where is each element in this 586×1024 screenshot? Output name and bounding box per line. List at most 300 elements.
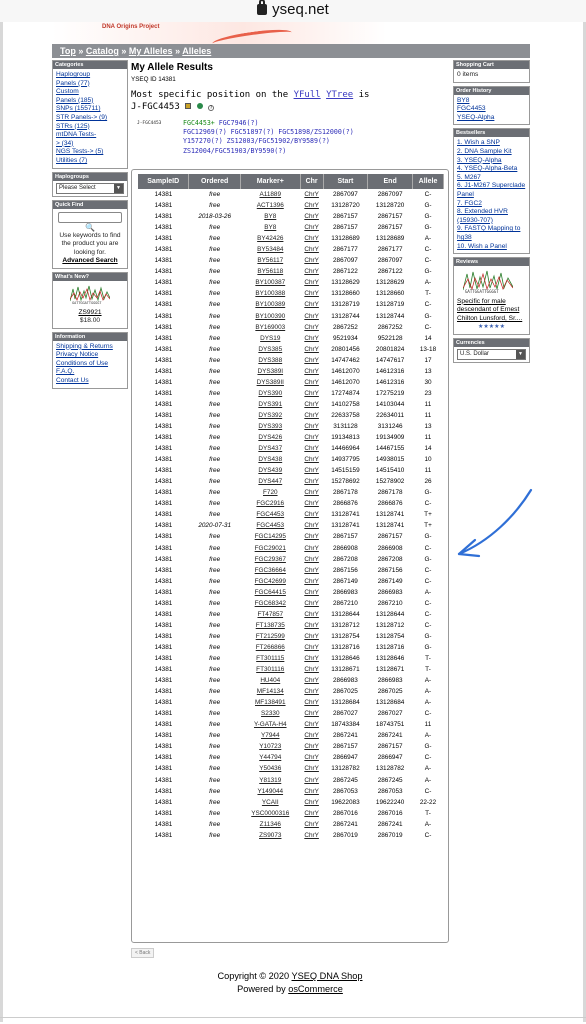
table-row bbox=[138, 664, 444, 675]
information-link[interactable]: Privacy Notice bbox=[56, 351, 99, 359]
marker-link[interactable]: YCAII bbox=[261, 798, 279, 806]
chr-link[interactable]: ChrY bbox=[304, 268, 319, 276]
marker-link[interactable]: Y7944 bbox=[261, 732, 280, 740]
marker-link[interactable]: BY100388 bbox=[255, 290, 286, 298]
chr-link[interactable]: ChrY bbox=[304, 522, 319, 530]
marker-link[interactable]: FGC64415 bbox=[254, 588, 286, 596]
table-row bbox=[138, 189, 444, 200]
ordered-cell: free bbox=[209, 235, 221, 243]
bestseller-link[interactable]: 8. Extended HVR (15930-707) bbox=[457, 208, 508, 224]
quickfind-input[interactable] bbox=[58, 212, 122, 223]
table-row bbox=[138, 763, 444, 774]
category-link[interactable]: mtDNA Tests- bbox=[56, 131, 97, 139]
haplogroups-box bbox=[52, 172, 128, 197]
chr-link[interactable]: ChrY bbox=[304, 445, 319, 453]
haplogroup-select[interactable] bbox=[56, 183, 124, 194]
start-cell: 13128689 bbox=[331, 235, 360, 243]
marker-link[interactable]: FGC29021 bbox=[254, 544, 286, 552]
marker-link[interactable]: FGC36664 bbox=[254, 566, 286, 574]
category-link[interactable]: > (34) bbox=[56, 139, 74, 147]
bestseller-link[interactable]: 7. FGC2 bbox=[457, 199, 482, 207]
allele-cell: C- bbox=[424, 754, 432, 762]
marker-link[interactable]: BY100390 bbox=[255, 312, 286, 320]
chr-link[interactable]: ChrY bbox=[304, 599, 319, 607]
marker-link[interactable]: Z11346 bbox=[259, 820, 281, 828]
ordered-cell: free bbox=[209, 456, 221, 464]
ytree-link[interactable]: YTree bbox=[326, 90, 354, 100]
marker-link[interactable]: BY100389 bbox=[255, 301, 286, 309]
bestseller-link[interactable]: 3. YSEQ-Alpha bbox=[457, 156, 502, 164]
search-icon[interactable]: 🔍 bbox=[85, 222, 95, 232]
help-icon[interactable]: ? bbox=[209, 105, 213, 110]
chr-link[interactable]: ChrY bbox=[304, 765, 319, 773]
column-header[interactable]: Ordered bbox=[189, 174, 240, 189]
order-history-title: Order History bbox=[454, 87, 529, 95]
marker-link[interactable]: FGC14295 bbox=[254, 533, 286, 541]
table-row bbox=[138, 609, 444, 620]
table-row bbox=[138, 531, 444, 542]
category-link[interactable]: Utilities (7) bbox=[56, 156, 88, 164]
marker-link[interactable]: FT301116 bbox=[256, 666, 285, 674]
end-cell: 2867177 bbox=[377, 246, 403, 254]
information-link[interactable]: Shipping & Returns bbox=[56, 342, 113, 350]
chr-link[interactable]: ChrY bbox=[304, 754, 319, 762]
marker-link[interactable]: FGC68342 bbox=[254, 599, 286, 607]
start-cell: 13128660 bbox=[331, 290, 360, 298]
marker-link[interactable]: MF14134 bbox=[256, 688, 284, 696]
chr-link[interactable]: ChrY bbox=[304, 787, 319, 795]
marker-link[interactable]: YSC0000316 bbox=[251, 809, 290, 817]
snp-line3: Y157270(?) ZS12003/FGC51902/BY9589(?) bbox=[183, 137, 330, 146]
chr-link[interactable]: ChrY bbox=[304, 809, 319, 817]
sample-id-cell: 14381 bbox=[154, 787, 173, 795]
end-cell: 13128744 bbox=[375, 312, 405, 320]
breadcrumb-alleles[interactable]: Alleles bbox=[182, 46, 212, 56]
marker-link[interactable]: DYS385 bbox=[258, 345, 283, 353]
bottom-divider bbox=[0, 1017, 586, 1018]
ordered-cell: 2020-07-31 bbox=[198, 522, 232, 530]
marker-link[interactable]: DYS426 bbox=[258, 434, 283, 442]
bestseller-link[interactable]: 6. J1-M267 Superclade Panel bbox=[457, 182, 526, 198]
marker-link[interactable]: FGC29367 bbox=[254, 555, 286, 563]
ordered-cell: free bbox=[209, 710, 221, 718]
chr-link[interactable]: ChrY bbox=[304, 621, 319, 629]
order-history-link[interactable]: BY8 bbox=[457, 96, 470, 104]
column-header[interactable]: Allele bbox=[413, 174, 444, 189]
column-header[interactable]: Marker+ bbox=[240, 174, 300, 189]
table-row bbox=[138, 244, 444, 255]
order-history-link[interactable]: YSEQ-Alpha bbox=[457, 113, 495, 121]
marker-link[interactable]: DYS389II bbox=[256, 378, 284, 386]
marker-link[interactable]: DYS390 bbox=[258, 389, 283, 397]
table-row bbox=[138, 509, 444, 520]
table-row bbox=[138, 730, 444, 741]
bestseller-link[interactable]: 2. DNA Sample Kit bbox=[457, 147, 512, 155]
chr-link[interactable]: ChrY bbox=[304, 776, 319, 784]
start-cell: 19622083 bbox=[331, 798, 360, 806]
ordered-cell: free bbox=[209, 721, 221, 729]
ordered-cell: free bbox=[209, 798, 221, 806]
chr-link[interactable]: ChrY bbox=[304, 798, 319, 806]
table-row bbox=[138, 443, 444, 454]
sample-id-cell: 14381 bbox=[154, 643, 173, 651]
start-cell: 17274874 bbox=[331, 389, 360, 397]
chr-link[interactable]: ChrY bbox=[304, 456, 319, 464]
oscommerce-link[interactable]: osCommerce bbox=[288, 984, 343, 994]
chr-link[interactable]: ChrY bbox=[304, 588, 319, 596]
chr-link[interactable]: ChrY bbox=[304, 699, 319, 707]
sample-id-cell: 14381 bbox=[154, 434, 173, 442]
whatsnew-product[interactable]: ZS9921 bbox=[78, 308, 102, 316]
chr-link[interactable]: ChrY bbox=[304, 246, 319, 254]
category-link[interactable]: Custom bbox=[56, 88, 79, 96]
end-cell: 13128716 bbox=[375, 643, 405, 651]
marker-link[interactable]: FGC42699 bbox=[254, 577, 286, 585]
table-row bbox=[138, 487, 444, 498]
chr-link[interactable]: ChrY bbox=[304, 710, 319, 718]
ordered-cell: free bbox=[209, 500, 221, 508]
allele-cell: 13-18 bbox=[419, 345, 437, 353]
ordered-cell: free bbox=[209, 334, 221, 342]
marker-link[interactable]: Y10723 bbox=[259, 743, 282, 751]
main-content bbox=[131, 62, 451, 156]
category-link[interactable]: Panels (77) bbox=[56, 79, 90, 87]
chr-link[interactable]: ChrY bbox=[304, 345, 319, 353]
chr-link[interactable]: ChrY bbox=[304, 235, 319, 243]
chr-link[interactable]: ChrY bbox=[304, 555, 319, 563]
sample-id-cell: 14381 bbox=[154, 290, 173, 298]
information-link[interactable]: Conditions of Use bbox=[56, 359, 109, 367]
breadcrumb-my-alleles[interactable]: My Alleles bbox=[128, 46, 173, 56]
marker-link[interactable]: BY8 bbox=[264, 213, 277, 221]
chr-link[interactable]: ChrY bbox=[304, 378, 319, 386]
start-cell: 14612070 bbox=[331, 378, 360, 386]
marker-link[interactable]: Y44794 bbox=[259, 754, 282, 762]
category-link[interactable]: STR Panels-> (9) bbox=[56, 113, 108, 121]
back-button[interactable]: < Back bbox=[131, 948, 154, 958]
chr-link[interactable]: ChrY bbox=[304, 566, 319, 574]
marker-link[interactable]: DYS388 bbox=[258, 356, 283, 364]
chromatogram-image[interactable] bbox=[70, 283, 110, 305]
review-chromatogram-image[interactable] bbox=[463, 268, 513, 294]
start-cell: 2867252 bbox=[332, 323, 358, 331]
allele-cell: 13 bbox=[424, 367, 432, 375]
marker-link[interactable]: BY53484 bbox=[257, 246, 284, 254]
chr-link[interactable]: ChrY bbox=[304, 301, 319, 309]
ordered-cell: free bbox=[209, 423, 221, 430]
end-cell: 17275219 bbox=[375, 389, 405, 397]
chr-link[interactable]: ChrY bbox=[304, 224, 319, 232]
end-cell: 2867156 bbox=[377, 566, 403, 574]
marker-link[interactable]: DYS437 bbox=[258, 445, 283, 453]
end-cell: 2867210 bbox=[377, 599, 403, 607]
breadcrumb: Top » Catalog » My Alleles » Alleles bbox=[52, 44, 530, 58]
sample-id-cell: 14381 bbox=[154, 246, 173, 254]
sample-id-cell: 14381 bbox=[154, 654, 173, 662]
marker-link[interactable]: A11889 bbox=[259, 191, 282, 199]
chr-link[interactable]: ChrY bbox=[304, 732, 319, 740]
marker-link[interactable]: DYS393 bbox=[258, 423, 283, 430]
globe-icon bbox=[197, 103, 203, 109]
allele-cell: 23 bbox=[424, 389, 432, 397]
marker-link[interactable]: ZS9073 bbox=[259, 831, 282, 839]
table-row bbox=[138, 421, 444, 432]
marker-link[interactable]: DYS389I bbox=[257, 367, 284, 375]
marker-link[interactable]: Y-GATA-H4 bbox=[253, 721, 287, 729]
sample-id-cell: 14381 bbox=[154, 677, 173, 685]
chr-link[interactable]: ChrY bbox=[304, 721, 319, 729]
marker-link[interactable]: ACT1396 bbox=[256, 202, 284, 210]
table-row bbox=[138, 819, 444, 830]
chr-link[interactable]: ChrY bbox=[304, 312, 319, 320]
snp-positive: FGC4453+ bbox=[183, 119, 215, 127]
marker-link[interactable]: BY56117 bbox=[257, 257, 284, 265]
marker-link[interactable]: FT138735 bbox=[255, 621, 285, 629]
sample-id-cell: 14381 bbox=[154, 621, 173, 629]
chevron-down-icon: ▼ bbox=[114, 184, 123, 193]
snp-list bbox=[131, 119, 451, 156]
information-title: Information bbox=[53, 333, 127, 341]
allele-cell: 17 bbox=[424, 356, 432, 364]
allele-cell: 14 bbox=[424, 445, 432, 453]
chr-link[interactable]: ChrY bbox=[304, 191, 319, 199]
start-cell: 2867097 bbox=[332, 191, 358, 199]
chr-link[interactable]: ChrY bbox=[304, 334, 319, 342]
chr-link[interactable]: ChrY bbox=[304, 323, 319, 331]
order-history-link[interactable]: FGC4453 bbox=[457, 105, 486, 113]
annotation-arrow bbox=[445, 486, 537, 566]
chr-link[interactable]: ChrY bbox=[304, 654, 319, 662]
end-cell: 2866908 bbox=[377, 544, 403, 552]
chr-link[interactable]: ChrY bbox=[304, 489, 319, 497]
end-cell: 2866876 bbox=[377, 500, 403, 508]
chr-link[interactable]: ChrY bbox=[304, 666, 319, 674]
category-link[interactable]: STRs (125) bbox=[56, 122, 90, 130]
category-link[interactable]: Panels (185) bbox=[56, 96, 94, 104]
marker-link[interactable]: DYS439 bbox=[258, 467, 283, 475]
breadcrumb-catalog[interactable]: Catalog bbox=[85, 46, 119, 56]
start-cell: 14466964 bbox=[331, 445, 360, 453]
bestseller-link[interactable]: 4. YSEQ-Alpha-Beta bbox=[457, 165, 518, 173]
bestseller-link[interactable]: 9. FASTQ Mapping to hg38 bbox=[457, 225, 521, 241]
allele-cell: G- bbox=[424, 533, 432, 541]
table-row bbox=[138, 388, 444, 399]
currency-select[interactable] bbox=[457, 349, 526, 360]
chr-link[interactable]: ChrY bbox=[304, 511, 319, 519]
table-row bbox=[138, 543, 444, 554]
ordered-cell: free bbox=[209, 787, 221, 795]
sample-id-cell: 14381 bbox=[154, 411, 173, 419]
browser-url-bar[interactable] bbox=[0, 0, 586, 22]
chr-link[interactable]: ChrY bbox=[304, 202, 319, 210]
chr-link[interactable]: ChrY bbox=[304, 688, 319, 696]
table-row bbox=[138, 366, 444, 377]
start-cell: 2867241 bbox=[332, 820, 358, 828]
marker-link[interactable]: F720 bbox=[262, 489, 278, 497]
ordered-cell: free bbox=[209, 743, 221, 751]
marker-link[interactable]: DYS19 bbox=[260, 334, 281, 342]
end-cell: 2867097 bbox=[377, 257, 403, 265]
marker-link[interactable]: S2330 bbox=[261, 710, 280, 718]
ordered-cell: free bbox=[209, 445, 221, 453]
sample-id-cell: 14381 bbox=[154, 710, 173, 718]
column-header[interactable]: Chr bbox=[300, 174, 323, 189]
allele-cell: G- bbox=[424, 489, 432, 497]
marker-link[interactable]: Y149044 bbox=[257, 787, 284, 795]
information-link[interactable]: F.A.Q. bbox=[56, 368, 75, 376]
chr-link[interactable]: ChrY bbox=[304, 643, 319, 651]
chr-link[interactable]: ChrY bbox=[304, 257, 319, 265]
marker-link[interactable]: BY169003 bbox=[255, 323, 286, 331]
marker-link[interactable]: FT47857 bbox=[257, 610, 284, 618]
chr-link[interactable]: ChrY bbox=[304, 820, 319, 828]
start-cell: 2867097 bbox=[332, 257, 358, 265]
chr-link[interactable]: ChrY bbox=[304, 400, 319, 408]
table-row bbox=[138, 786, 444, 797]
end-cell: 15278902 bbox=[375, 478, 405, 486]
position-prefix: Most specific position on the bbox=[131, 90, 294, 100]
marker-link[interactable]: BY8 bbox=[264, 224, 277, 232]
end-cell: 20801824 bbox=[375, 345, 405, 353]
chr-link[interactable]: ChrY bbox=[304, 279, 319, 287]
table-row bbox=[138, 576, 444, 587]
sample-id-cell: 14381 bbox=[154, 478, 173, 486]
category-link[interactable]: NGS Tests-> (5) bbox=[56, 148, 104, 156]
allele-cell: A- bbox=[424, 765, 432, 773]
whatsnew-price: $18.00 bbox=[79, 317, 101, 325]
table-row bbox=[138, 377, 444, 388]
category-link[interactable]: Haplogroup bbox=[56, 71, 91, 78]
information-link[interactable]: Contact Us bbox=[56, 377, 89, 385]
start-cell: 2867241 bbox=[332, 732, 358, 740]
chr-link[interactable]: ChrY bbox=[304, 743, 319, 751]
allele-cell: C- bbox=[424, 831, 432, 839]
start-cell: 13128629 bbox=[331, 279, 360, 287]
table-row bbox=[138, 752, 444, 763]
table-row bbox=[138, 344, 444, 355]
ordered-cell: free bbox=[209, 621, 221, 629]
start-cell: 22633758 bbox=[331, 411, 360, 419]
column-header[interactable]: SampleID bbox=[138, 174, 189, 189]
footer bbox=[131, 970, 449, 996]
chr-link[interactable]: ChrY bbox=[304, 290, 319, 298]
marker-link[interactable]: FGC2916 bbox=[256, 500, 285, 508]
marker-link[interactable]: Y50436 bbox=[259, 765, 282, 773]
ordered-cell: free bbox=[209, 202, 221, 210]
allele-cell: T- bbox=[425, 666, 431, 674]
ordered-cell: free bbox=[209, 389, 221, 397]
chr-link[interactable]: ChrY bbox=[304, 533, 319, 541]
sample-id-cell: 14381 bbox=[154, 743, 173, 751]
start-cell: 2867019 bbox=[332, 831, 358, 839]
marker-link[interactable]: BY42426 bbox=[257, 235, 284, 243]
chr-link[interactable]: ChrY bbox=[304, 423, 319, 430]
end-cell: 2866947 bbox=[377, 754, 403, 762]
bestseller-link[interactable]: 1. Wish a SNP bbox=[457, 139, 500, 147]
start-cell: 2867053 bbox=[332, 787, 358, 795]
sample-id-cell: 14381 bbox=[154, 522, 173, 530]
chr-link[interactable]: ChrY bbox=[304, 467, 319, 475]
chr-link[interactable]: ChrY bbox=[304, 577, 319, 585]
marker-link[interactable]: DYS391 bbox=[258, 400, 283, 408]
chr-link[interactable]: ChrY bbox=[304, 544, 319, 552]
category-link[interactable]: SNPs (155711) bbox=[56, 105, 101, 113]
marker-link[interactable]: FGC4453 bbox=[256, 522, 285, 530]
marker-link[interactable]: BY100387 bbox=[255, 279, 286, 287]
advanced-search-link[interactable]: Advanced Search bbox=[62, 257, 118, 265]
chr-link[interactable]: ChrY bbox=[304, 500, 319, 508]
bestseller-link[interactable]: 10. Wish a Panel bbox=[457, 242, 507, 250]
chr-link[interactable]: ChrY bbox=[304, 610, 319, 618]
yseq-shop-link[interactable]: YSEQ DNA Shop bbox=[291, 971, 363, 981]
chr-link[interactable]: ChrY bbox=[304, 356, 319, 364]
yfull-link[interactable]: YFull bbox=[293, 90, 321, 100]
start-cell: 13128646 bbox=[331, 654, 360, 662]
chr-link[interactable]: ChrY bbox=[304, 411, 319, 419]
chr-link[interactable]: ChrY bbox=[304, 478, 319, 486]
allele-cell: T- bbox=[425, 290, 431, 298]
marker-link[interactable]: DYS447 bbox=[258, 478, 283, 486]
quickfind-help: Use keywords to find the product you are looking for. bbox=[59, 231, 121, 256]
page-title: My Allele Results bbox=[131, 62, 213, 73]
sample-id-cell: 14381 bbox=[154, 467, 173, 475]
url-text: yseq.net bbox=[272, 1, 329, 18]
column-header[interactable]: End bbox=[368, 174, 413, 189]
marker-link[interactable]: BY56118 bbox=[257, 268, 284, 276]
chr-link[interactable]: ChrY bbox=[304, 677, 319, 685]
table-row bbox=[138, 410, 444, 421]
yseq-id: YSEQ ID 14381 bbox=[131, 76, 176, 83]
marker-link[interactable]: FT301115 bbox=[256, 654, 285, 662]
marker-link[interactable]: FGC4453 bbox=[256, 511, 285, 519]
chr-link[interactable]: ChrY bbox=[304, 434, 319, 442]
chr-link[interactable]: ChrY bbox=[304, 213, 319, 221]
marker-link[interactable]: FT266866 bbox=[255, 643, 285, 651]
start-cell: 13128754 bbox=[331, 632, 360, 640]
chr-link[interactable]: ChrY bbox=[304, 632, 319, 640]
marker-link[interactable]: DYS392 bbox=[258, 411, 283, 419]
marker-link[interactable]: FT212599 bbox=[255, 632, 285, 640]
most-specific-position bbox=[131, 89, 451, 113]
start-cell: 13128716 bbox=[331, 643, 360, 651]
bestseller-link[interactable]: 5. M267 bbox=[457, 173, 481, 181]
review-text[interactable]: Specific for male descendant of Ernest Chilton Lunsford, Sr.... bbox=[457, 297, 523, 322]
marker-link[interactable]: MF138491 bbox=[254, 699, 286, 707]
marker-link[interactable]: DYS438 bbox=[258, 456, 283, 464]
allele-cell: C- bbox=[424, 610, 432, 618]
order-history-box bbox=[453, 86, 530, 126]
column-header[interactable]: Start bbox=[323, 174, 368, 189]
sample-id-cell: 14381 bbox=[154, 776, 173, 784]
start-cell: 13128671 bbox=[331, 666, 360, 674]
allele-cell: A- bbox=[424, 677, 432, 685]
sample-id-cell: 14381 bbox=[154, 500, 173, 508]
end-cell: 14747617 bbox=[375, 356, 405, 364]
breadcrumb-top[interactable]: Top bbox=[60, 46, 76, 56]
table-row bbox=[138, 233, 444, 244]
start-cell: 2866947 bbox=[332, 754, 358, 762]
ordered-cell: free bbox=[209, 809, 221, 817]
chr-link[interactable]: ChrY bbox=[304, 831, 319, 839]
marker-link[interactable]: HU404 bbox=[260, 677, 281, 685]
chr-link[interactable]: ChrY bbox=[304, 367, 319, 375]
marker-link[interactable]: Y81319 bbox=[259, 776, 282, 784]
table-row bbox=[138, 708, 444, 719]
chevron-down-icon: ▼ bbox=[516, 350, 525, 359]
sample-id-cell: 14381 bbox=[154, 754, 173, 762]
sample-id-cell: 14381 bbox=[154, 312, 173, 320]
chr-link[interactable]: ChrY bbox=[304, 389, 319, 397]
